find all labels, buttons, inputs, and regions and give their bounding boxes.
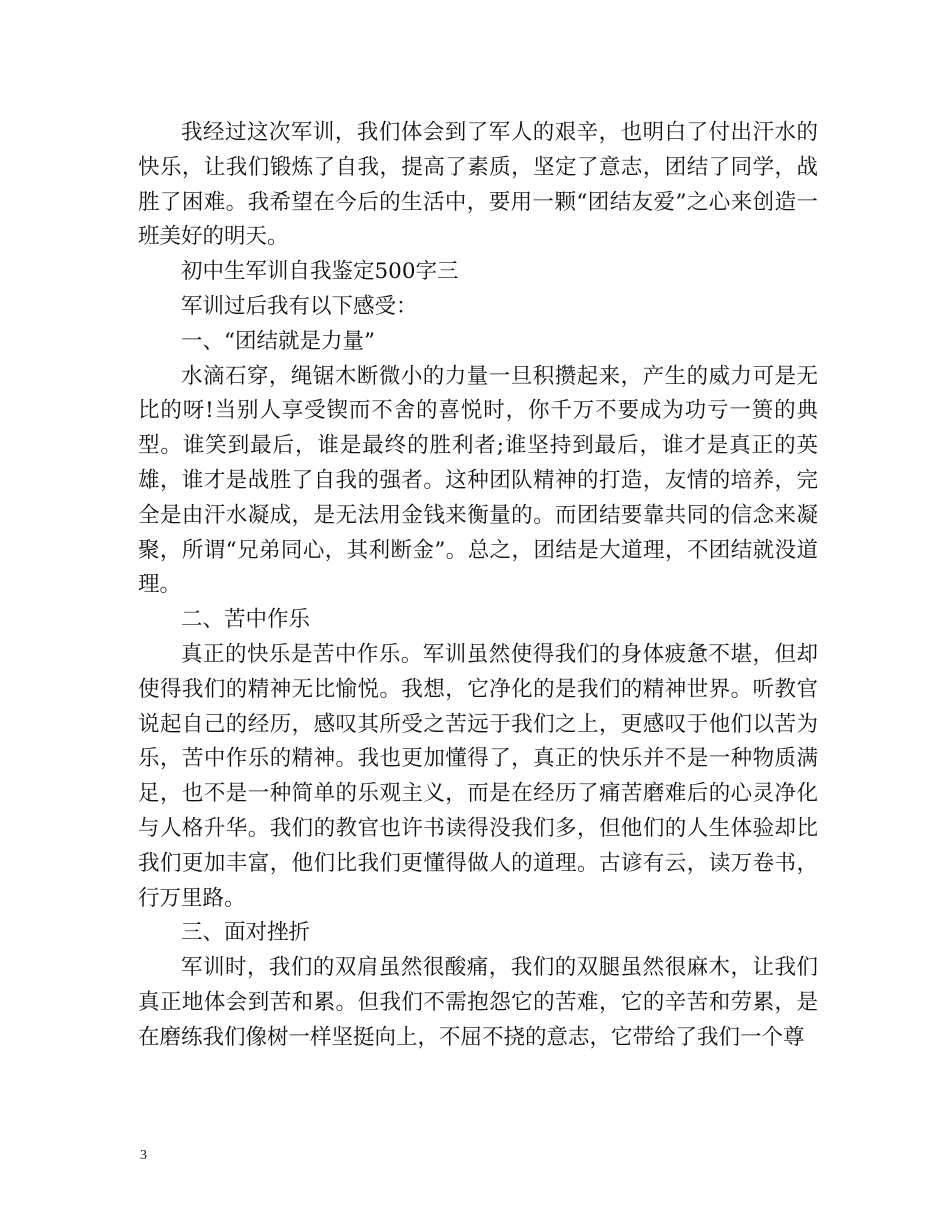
heading-setbacks: 三、面对挫折 [181,920,311,946]
section-title: 初中生军训自我鉴定500字三 [181,259,459,285]
page-number: 3 [140,1148,147,1163]
heading-unity: 一、“团结就是力量” [181,328,375,354]
paragraph-joy: 真正的快乐是苦中作乐。军训虽然使得我们的身体疲惫不堪，但却使得我们的精神无比愉悦。我想，它净化的是我们的精神世界。听教官说起自己的经历，感叹其所受之苦远于我们之上，更感叹于他们以苦为乐，苦中作乐的精神。我也更加懂得了，真正的快乐并不是一种物质满足，也不是一种简单的乐观主义，而是在经历了痛苦磨难后的心灵净化与人格升华。我们的教官也许书读得没我们多，但他们的人生体验却比我们更加丰富，他们比我们更懂得做人的道理。古谚有云，读万卷书，行万里路。 [138,641,818,911]
paragraph-setbacks: 军训时，我们的双肩虽然很酸痛，我们的双腿虽然很麻木，让我们真正地体会到苦和累。但我们不需抱怨它的苦难，它的辛苦和劳累，是在磨练我们像树一样坚挺向上，不屈不挠的意志，它带给了我们一个尊 [138,955,818,1050]
heading-joy: 二、苦中作乐 [181,607,311,633]
paragraph-conclusion: 我经过这次军训，我们体会到了军人的艰辛，也明白了付出汗水的快乐，让我们锻炼了自我，提高了素质，坚定了意志，团结了同学，战胜了困难。我希望在今后的生活中，要用一颗“团结友爱”之心来创造一班美好的明天。 [138,120,818,250]
body-text [138,116,818,1056]
paragraph-unity: 水滴石穿，绳锯木断微小的力量一旦积攒起来，产生的威力可是无比的呀!当别人享受锲而不舍的喜悦时，你千万不要成为功亏一篑的典型。谁笑到最后，谁是最终的胜利者;谁坚持到最后，谁才是真正的英雄，谁才是战胜了自我的强者。这种团队精神的打造，友情的培养，完全是由汗水凝成，是无法用金钱来衡量的。而团结要靠共同的信念来凝聚，所谓“兄弟同心，其利断金”。总之，团结是大道理，不团结就没道理。 [138,363,818,598]
intro-line: 军训过后我有以下感受： [181,293,418,319]
